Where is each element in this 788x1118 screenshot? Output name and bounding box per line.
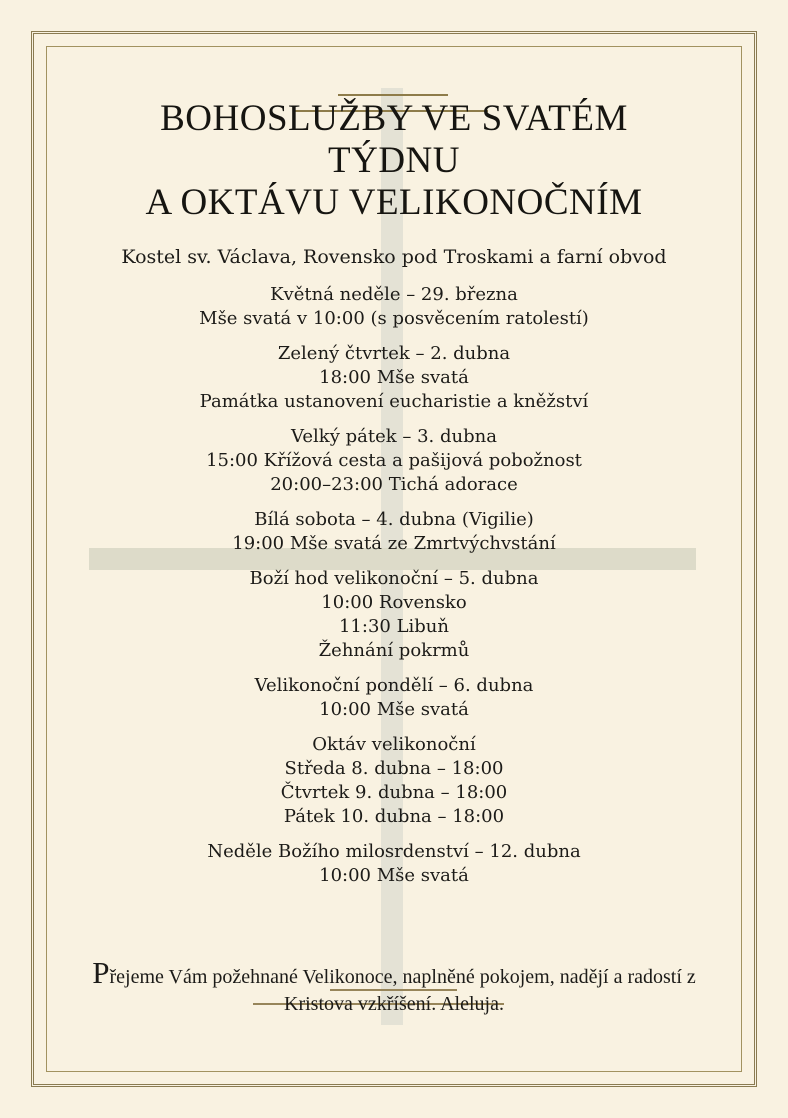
- schedule-detail-line: 10:00 Mše svatá: [319, 699, 469, 720]
- closing-text: řejeme Vám požehnané Velikonoce, naplněné pokojem, nadějí a radostí z Kristova vzkříšení. Aleluja.: [109, 966, 696, 1015]
- poster-title: [0, 98, 788, 224]
- schedule-block: [0, 674, 788, 722]
- schedule-day-heading: Boží hod velikonoční – 5. dubna: [249, 568, 539, 589]
- schedule-day-heading: Bílá sobota – 4. dubna (Vigilie): [254, 509, 534, 530]
- closing-drop-cap: P: [92, 955, 110, 990]
- schedule-detail-line: Mše svatá v 10:00 (s posvěcením ratolestí): [199, 308, 589, 329]
- schedule-detail-line: Památka ustanovení eucharistie a kněžství: [199, 391, 589, 412]
- schedule-detail-line: 20:00–23:00 Tichá adorace: [270, 474, 518, 495]
- schedule-detail-line: Čtvrtek 9. dubna – 18:00: [280, 782, 508, 803]
- title-line-1: BOHOSLUŽBY VE SVATÉM: [160, 98, 628, 139]
- closing-message: [84, 955, 704, 1018]
- schedule-day-heading: Neděle Božího milosrdenství – 12. dubna: [207, 841, 581, 862]
- schedule-list: [0, 283, 788, 899]
- schedule-block: [0, 342, 788, 414]
- schedule-detail-line: Středa 8. dubna – 18:00: [284, 758, 504, 779]
- schedule-block: [0, 425, 788, 497]
- schedule-block: [0, 840, 788, 888]
- schedule-block: [0, 733, 788, 829]
- poster-subtitle: Kostel sv. Václava, Rovensko pod Troskami a farní obvod: [121, 246, 667, 268]
- schedule-detail-line: 11:30 Libuň: [338, 616, 449, 637]
- title-line-3: A OKTÁVU VELIKONOČNÍM: [145, 182, 643, 223]
- schedule-detail-line: 18:00 Mše svatá: [319, 367, 469, 388]
- schedule-detail-line: Pátek 10. dubna – 18:00: [283, 806, 505, 827]
- schedule-detail-line: 10:00 Rovensko: [321, 592, 467, 613]
- schedule-block: [0, 567, 788, 663]
- schedule-day-heading: Květná neděle – 29. března: [270, 284, 518, 305]
- schedule-day-heading: Velký pátek – 3. dubna: [291, 426, 497, 447]
- schedule-day-heading: Zelený čtvrtek – 2. dubna: [277, 343, 511, 364]
- schedule-detail-line: 10:00 Mše svatá: [319, 865, 469, 886]
- schedule-block: [0, 283, 788, 331]
- schedule-block: [0, 508, 788, 556]
- title-line-2: TÝDNU: [328, 140, 460, 181]
- schedule-detail-line: Žehnání pokrmů: [318, 640, 470, 661]
- schedule-detail-line: 19:00 Mše svatá ze Zmrtvýchvstání: [232, 533, 556, 554]
- schedule-day-heading: Oktáv velikonoční: [312, 734, 476, 755]
- schedule-day-heading: Velikonoční pondělí – 6. dubna: [254, 675, 534, 696]
- schedule-detail-line: 15:00 Křížová cesta a pašijová pobožnost: [206, 450, 582, 471]
